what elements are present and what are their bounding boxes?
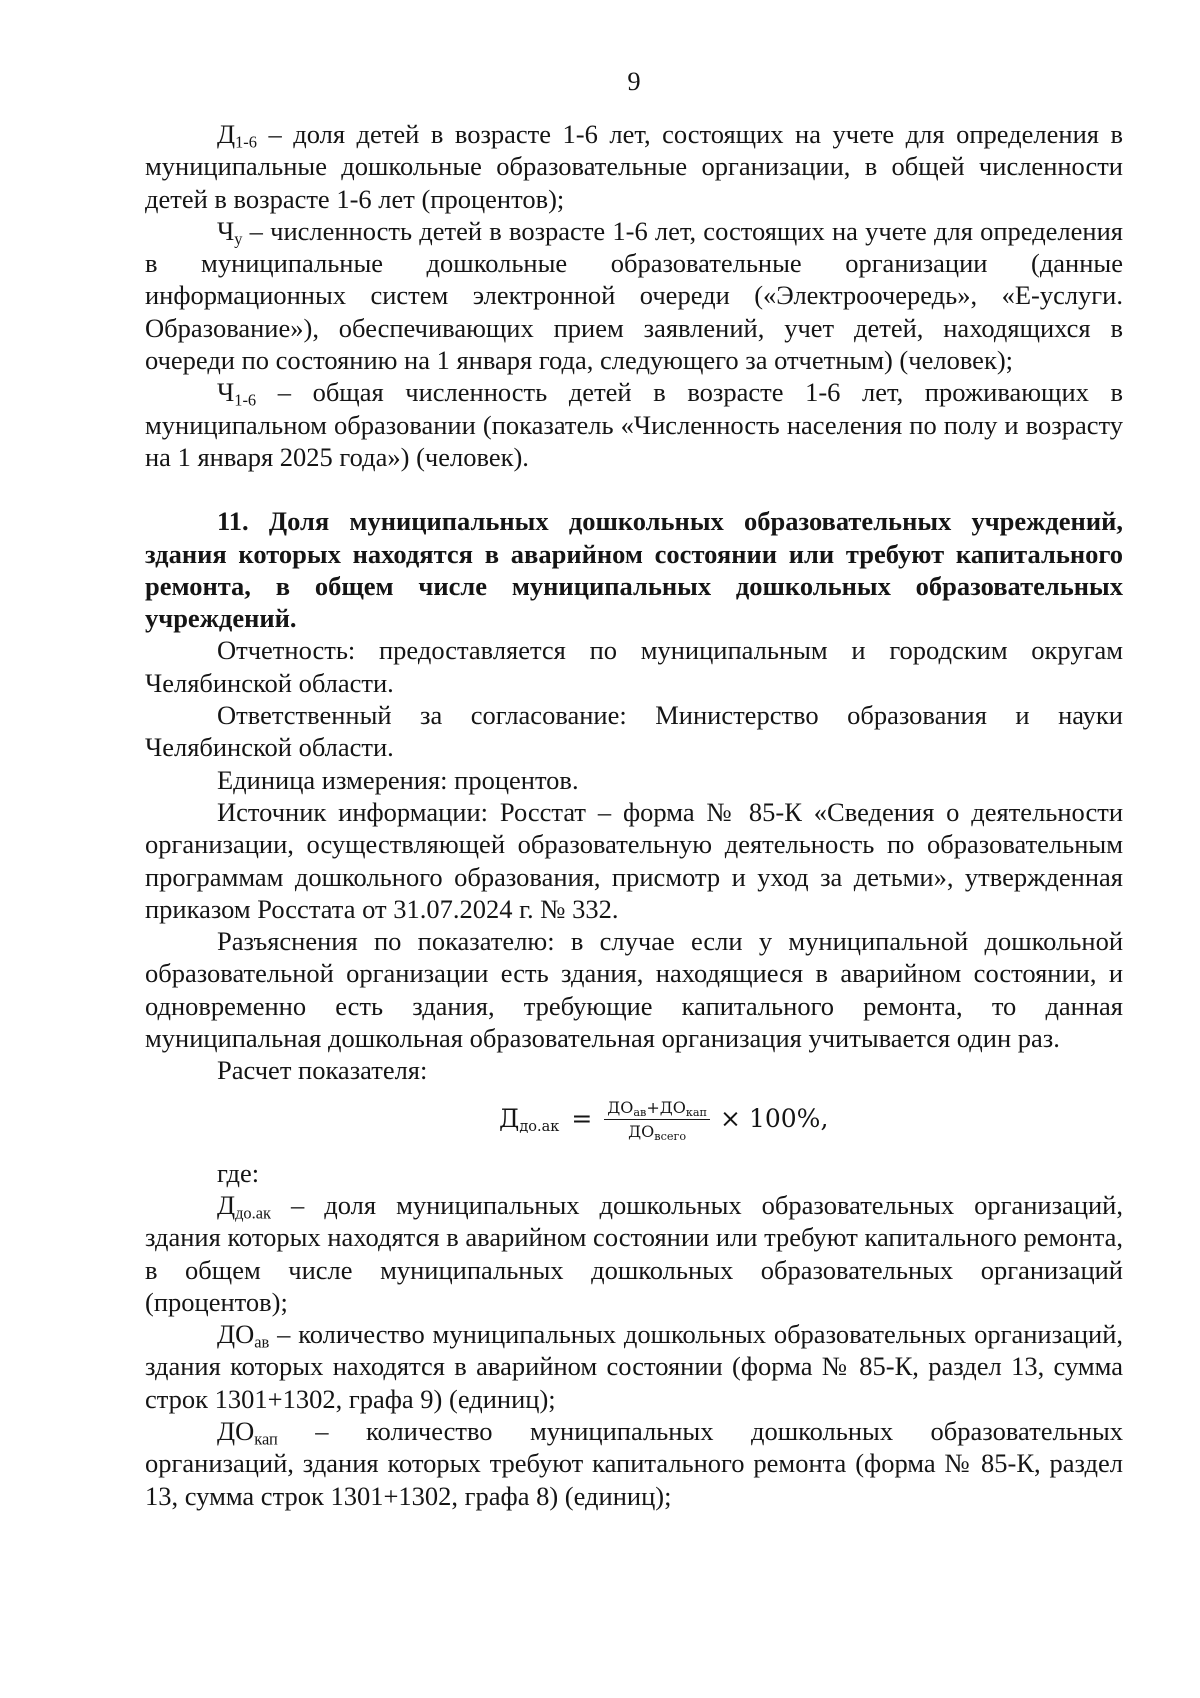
symbol: ДО	[217, 1415, 255, 1446]
definition-do-kap	[145, 1415, 1123, 1512]
definition-do-av	[145, 1318, 1123, 1415]
denominator-term: ДО	[628, 1121, 655, 1141]
formula-lhs-symbol: Д	[499, 1104, 520, 1134]
unit-paragraph: Единица измерения: процентов.	[217, 764, 579, 795]
document-page	[145, 66, 1123, 1512]
subscript: кап	[254, 1429, 278, 1449]
where-label: где:	[217, 1157, 260, 1188]
numerator-term-b: ДО	[659, 1097, 686, 1117]
definition-text: – общая численность детей в возрасте 1-6 лет, проживающих в муниципальном образовании (показатель «Численность населения по полу и возрасту на 1 января 2025 года») (человек).	[145, 377, 1123, 472]
numerator-term-a: ДО	[607, 1097, 634, 1117]
definition-text: – количество муниципальных дошкольных образовательных организаций, здания которых требуют капитального ремонта (форма № 85-К, раздел 13, сумма строк 1301+1302, графа 8) (единиц);	[145, 1415, 1123, 1511]
denominator-subscript: всего	[654, 1129, 687, 1143]
definition-text: – доля муниципальных дошкольных образовательных организаций, здания которых находятся в аварийном состоянии или требуют капитального ремонта, в общем числе муниципальных дошкольных образовательных организаций (процентов);	[145, 1189, 1123, 1317]
formula-times: ×	[720, 1104, 741, 1134]
formula-row	[145, 1087, 1123, 1157]
formula-equals: =	[571, 1104, 593, 1134]
fraction-numerator	[604, 1098, 710, 1120]
formula	[499, 1095, 828, 1145]
subscript: ав	[254, 1332, 270, 1352]
subscript: до.ак	[235, 1203, 272, 1223]
definition-text: – доля детей в возрасте 1-6 лет, состоящих на учете для определения в муниципальные дошкольные образовательные организации, в общей численности детей в возрасте 1-6 лет (процентов);	[145, 119, 1123, 214]
calculation-label: Расчет показателя:	[217, 1055, 428, 1086]
subscript: 1-6	[234, 390, 257, 410]
definition-text: – численность детей в возрасте 1-6 лет, состоящих на учете для определения в муниципальные дошкольные образовательные организации (данные информационных систем электронной очереди («Электроочередь», «Е-услуги. Образование»), обеспечивающих прием заявлений, учет детей, находящихся в очереди по состоянию на 1 января года, следующего за отчетным) (человек);	[145, 215, 1123, 376]
fraction-denominator	[625, 1120, 689, 1142]
definition-text: – количество муниципальных дошкольных образовательных организаций, здания которых находятся в аварийном состоянии (форма № 85-К, раздел 13, сумма строк 1301+1302, графа 9) (единиц);	[145, 1319, 1123, 1414]
source-paragraph: Источник информации: Росстат – форма № 85-К «Сведения о деятельности организации, осуществляющей образовательную деятельность по образовательным программам дошкольного образования, присмотр и уход за детьми», утвержденная приказом Росстата от 31.07.2024 г. № 332.	[145, 796, 1123, 924]
numerator-plus: +	[646, 1097, 660, 1117]
formula-lhs	[499, 1103, 559, 1135]
subscript: 1-6	[235, 132, 257, 152]
symbol: Ч	[217, 215, 235, 246]
symbol: Ч	[217, 377, 235, 408]
responsible-paragraph: Ответственный за согласование: Министерство образования и науки Челябинской области.	[145, 700, 1123, 763]
section-heading: 11. Доля муниципальных дошкольных образовательных учреждений, здания которых находятся в аварийном состоянии или требуют капитального ремонта, в общем числе муниципальных дошкольных образовательных учреждений.	[145, 506, 1123, 634]
explanation-paragraph: Разъяснения по показателю: в случае если у муниципальной дошкольной образовательной организации есть здания, находящиеся в аварийном состоянии, и одновременно есть здания, требующие капитального ремонта, то данная муниципальная дошкольная образовательная организация учитывается один раз.	[145, 926, 1123, 1054]
numerator-term-a-subscript: ав	[633, 1105, 647, 1119]
definition-chu	[145, 215, 1123, 376]
subscript: у	[234, 229, 243, 249]
formula-fraction	[604, 1098, 710, 1142]
symbol: ДО	[217, 1319, 255, 1350]
definition-ch1-6	[145, 376, 1123, 473]
reporting-paragraph: Отчетность: предоставляется по муниципальным и городским округам Челябинской области.	[145, 635, 1123, 698]
page-number: 9	[627, 66, 641, 96]
definition-d1-6	[145, 118, 1123, 215]
section-gap	[145, 473, 1123, 505]
symbol: Д	[217, 1189, 236, 1220]
definition-d-do-ak	[145, 1189, 1123, 1318]
formula-tail: 100%,	[748, 1104, 829, 1134]
formula-lhs-subscript: до.ак	[519, 1119, 560, 1136]
numerator-term-b-subscript: кап	[685, 1105, 708, 1119]
symbol: Д	[217, 119, 236, 149]
